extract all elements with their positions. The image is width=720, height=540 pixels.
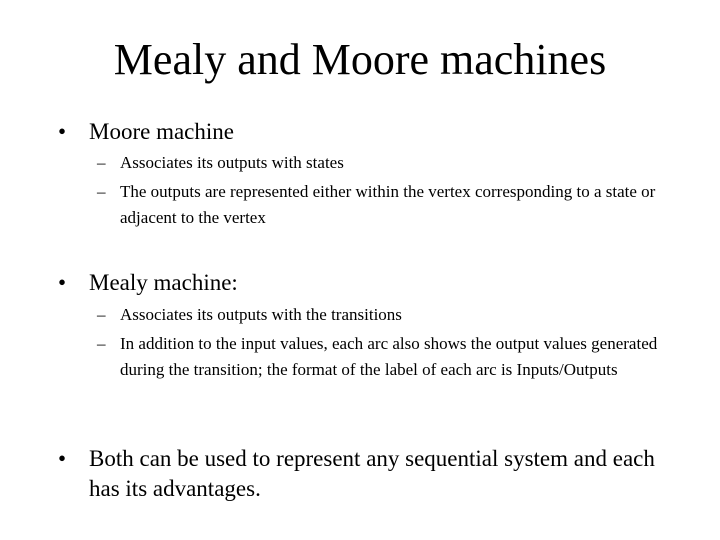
sub-marker: – [97, 334, 106, 353]
bullet-text: Mealy machine: [89, 270, 238, 295]
bullet-mealy-machine [58, 268, 678, 298]
sub-item-text: Associates its outputs with states [120, 153, 344, 172]
sub-item-text: Associates its outputs with the transitions [120, 305, 402, 324]
sub-item-text: The outputs are represented either within the vertex corresponding to a state or adjacent to the vertex [120, 182, 656, 227]
sub-marker: – [97, 182, 106, 201]
slide-title: Mealy and Moore machines [113, 35, 607, 84]
bullet-moore-machine [58, 117, 678, 147]
sub-item-text: In addition to the input values, each arc also shows the output values generated during the transition; the format of the label of each arc is Inputs/Outputs [120, 334, 658, 379]
sub-item [97, 331, 667, 382]
bullet-text: Moore machine [89, 119, 234, 144]
bullet-marker: • [58, 270, 67, 295]
sub-marker: – [97, 153, 106, 172]
bullet-both [58, 444, 678, 504]
bullet-text: Both can be used to represent any sequential system and each has its advantages. [89, 446, 655, 501]
bullet-marker: • [58, 119, 67, 144]
sub-item [97, 179, 667, 230]
bullet-marker: • [58, 446, 67, 471]
sub-marker: – [97, 305, 106, 324]
sub-item [97, 302, 667, 328]
sub-item [97, 150, 667, 176]
